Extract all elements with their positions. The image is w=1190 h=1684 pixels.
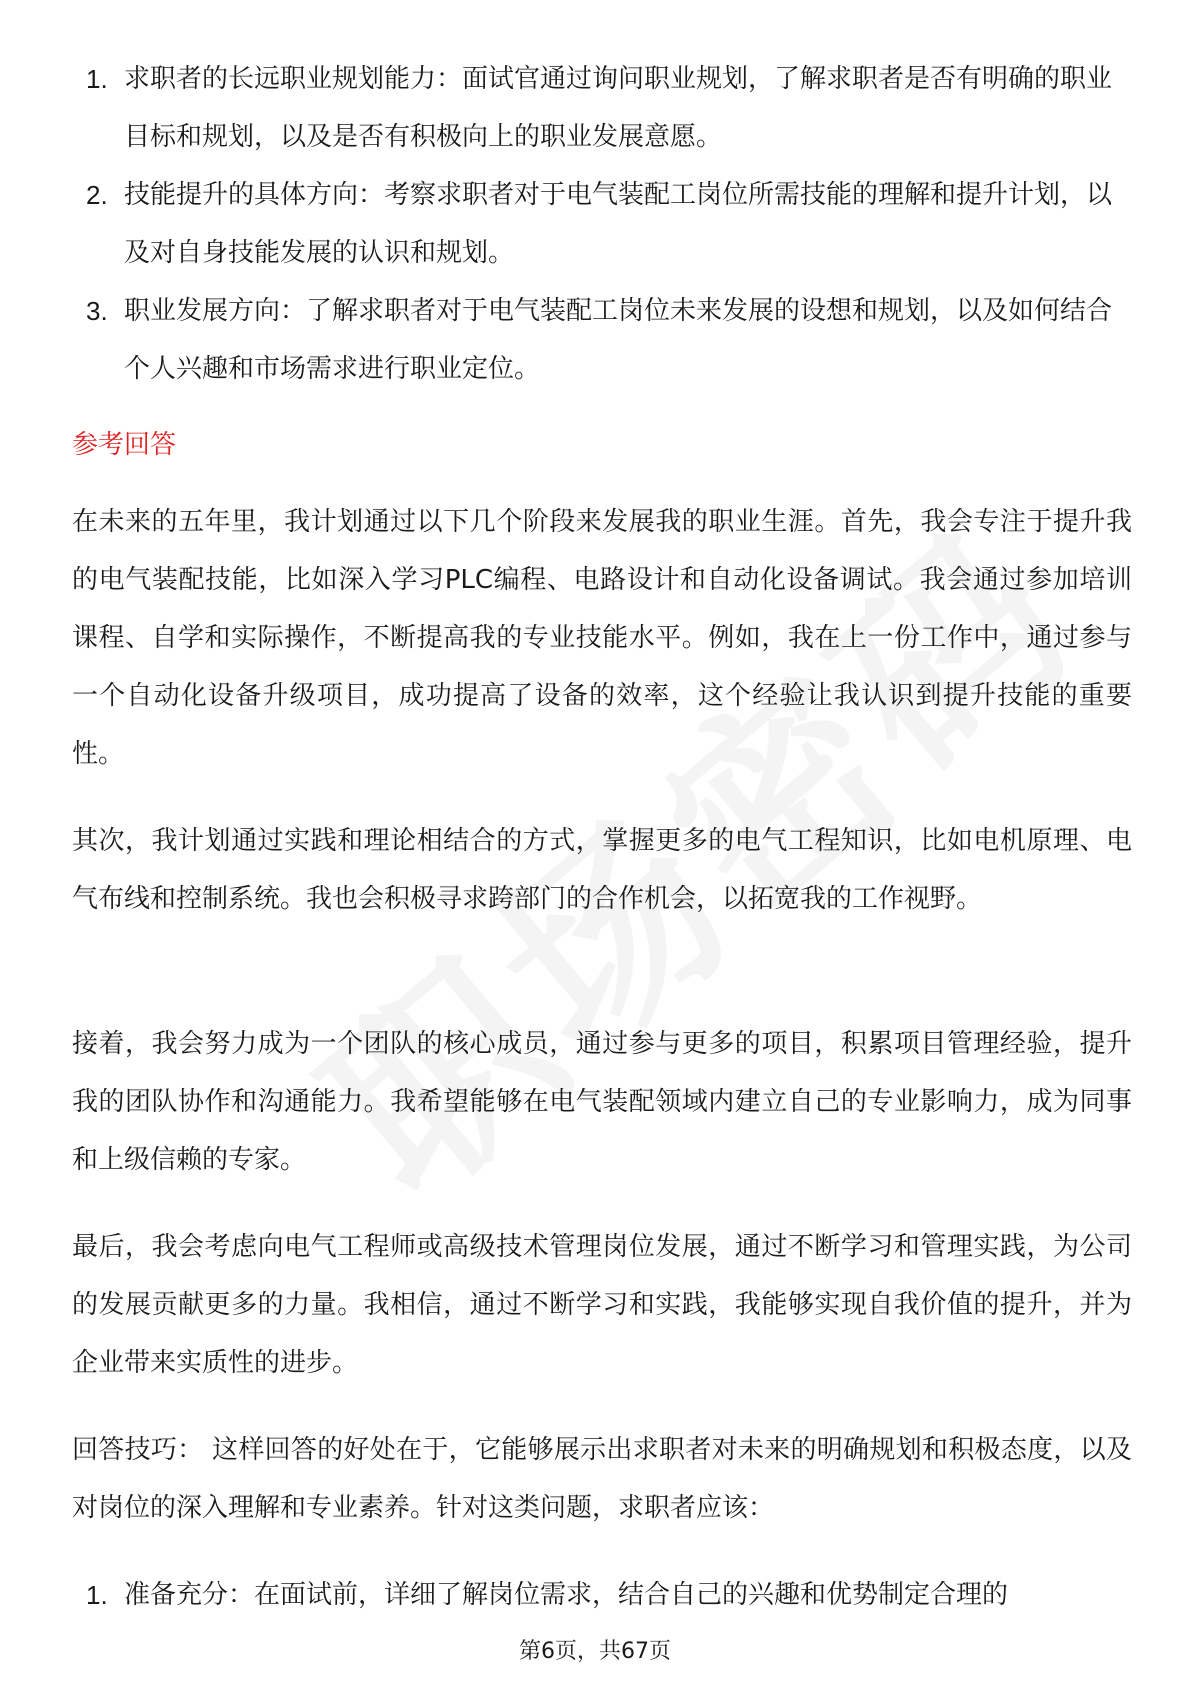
list-item (72, 1566, 1132, 1624)
list-item-text: 职业发展方向：了解求职者对于电气装配工岗位未来发展的设想和规划，以及如何结合个人兴趣和市场需求进行职业定位。 (124, 296, 1113, 384)
top-numbered-list (72, 50, 1132, 398)
list-item-text: 准备充分：在面试前，详细了解岗位需求，结合自己的兴趣和优势制定合理的 (124, 1580, 1009, 1610)
page-footer: 第6页，共67页 (519, 1639, 671, 1664)
list-number: 1. (86, 64, 108, 94)
paragraph-1: 在未来的五年里，我计划通过以下几个阶段来发展我的职业生涯。首先，我会专注于提升我的电气装配技能，比如深入学习PLC编程、电路设计和自动化设备调试。我会通过参加培训课程、自学和实际操作，不断提高我的专业技能水平。例如，我在上一份工作中，通过参与一个自动化设备升级项目，成功提高了设备的效率，这个经验让我认识到提升技能的重要性。 (72, 507, 1132, 769)
list-item-text: 技能提升的具体方向：考察求职者对于电气装配工岗位所需技能的理解和提升计划，以及对自身技能发展的认识和规划。 (124, 180, 1113, 268)
paragraph-2: 其次，我计划通过实践和理论相结合的方式，掌握更多的电气工程知识，比如电机原理、电气布线和控制系统。我也会积极寻求跨部门的合作机会，以拓宽我的工作视野。 (72, 826, 1132, 914)
list-item (72, 282, 1132, 398)
list-item-text: 求职者的长远职业规划能力：面试官通过询问职业规划，了解求职者是否有明确的职业目标和规划，以及是否有积极向上的职业发展意愿。 (124, 64, 1113, 152)
section-heading: 参考回答 (72, 430, 177, 460)
list-number: 2. (86, 180, 108, 210)
list-item (72, 50, 1132, 166)
bottom-numbered-list (72, 1566, 1132, 1624)
paragraph-3: 接着，我会努力成为一个团队的核心成员，通过参与更多的项目，积累项目管理经验，提升我的团队协作和沟通能力。我希望能够在电气装配领域内建立自己的专业影响力，成为同事和上级信赖的专家。 (72, 1029, 1132, 1175)
list-number: 1. (86, 1580, 108, 1610)
list-number: 3. (86, 296, 108, 326)
paragraph-4: 最后，我会考虑向电气工程师或高级技术管理岗位发展，通过不断学习和管理实践，为公司的发展贡献更多的力量。我相信，通过不断学习和实践，我能够实现自我价值的提升，并为企业带来实质性的进步。 (72, 1232, 1132, 1378)
list-item (72, 166, 1132, 282)
answer-tips-paragraph: 回答技巧： 这样回答的好处在于，它能够展示出求职者对未来的明确规划和积极态度，以及对岗位的深入理解和专业素养。针对这类问题，求职者应该： (72, 1435, 1132, 1523)
